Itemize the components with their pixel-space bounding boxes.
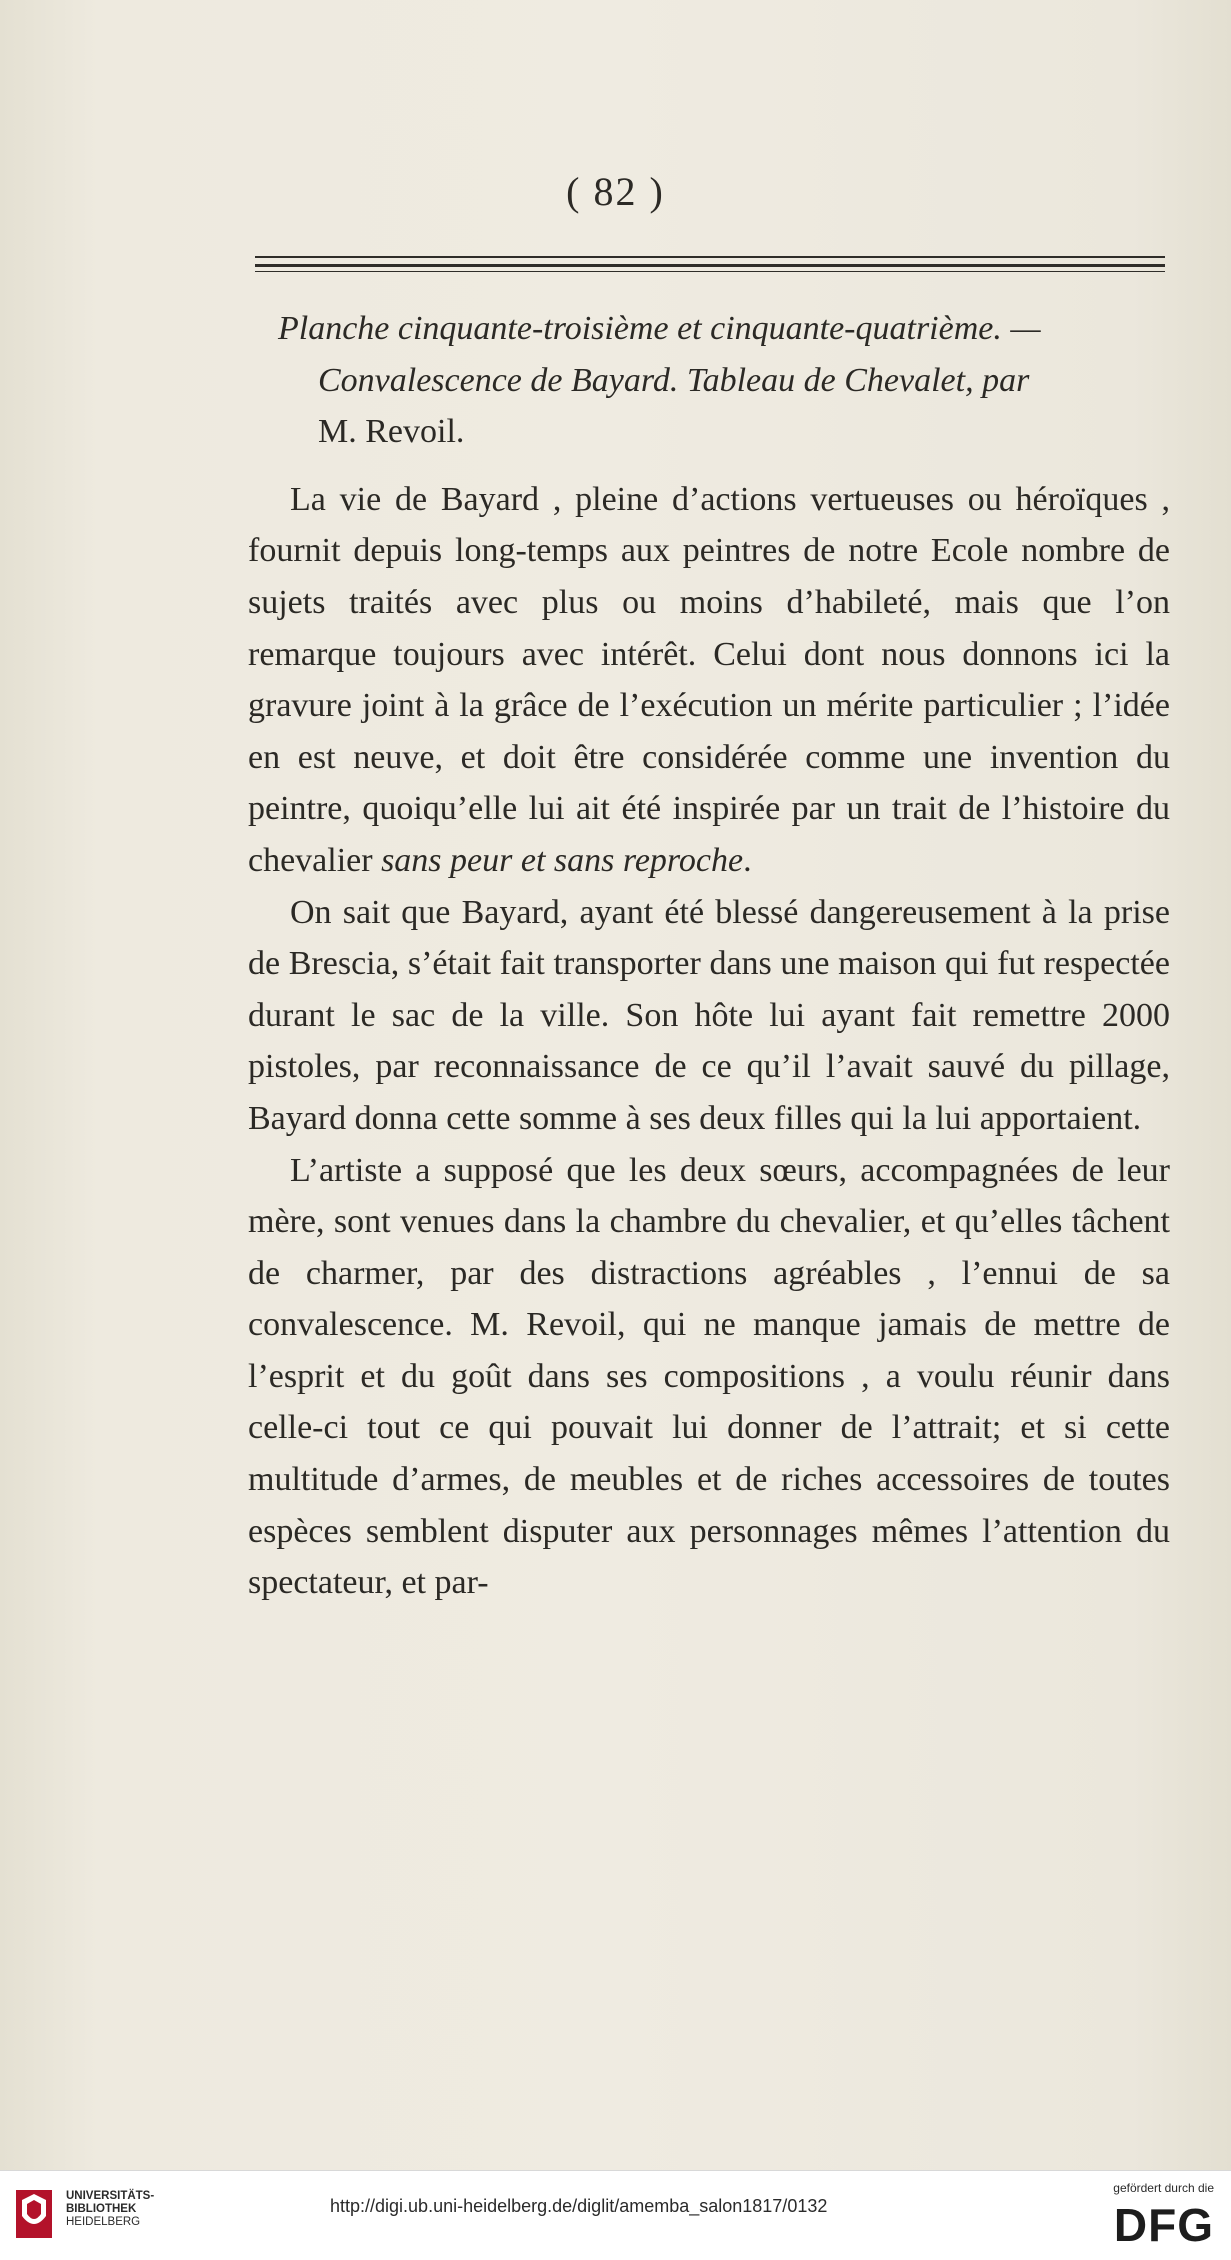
institution-name <box>66 2190 154 2229</box>
university-seal-icon <box>14 2186 54 2242</box>
dfg-logo: DFG <box>1113 2199 1214 2251</box>
paragraph-1-end: . <box>743 841 752 879</box>
header-rule-bottom <box>255 271 1165 272</box>
permalink-url[interactable]: http://digi.ub.uni-heidelberg.de/diglit/amemba_salon1817/0132 <box>330 2196 828 2216</box>
header-rule-top <box>255 256 1165 258</box>
paragraph-3: L’artiste a supposé que les deux sœurs, accompagnées de leur mère, sont venues dans la chambre du chevalier, et qu’elles tâchent de charmer, par des distractions agréables , l’ennui de sa convalescence. M. Revoil, qui ne manque jamais de mettre de l’esprit et du goût dans ses compositions , a voulu réunir dans celle-ci tout ce qui pouvait lui donner de l’attrait; et si cette multitude d’armes, de meubles et de riches accessoires de toutes espèces semblent disputer aux personnages mêmes l’attention du spectateur, et par- <box>248 1151 1170 1602</box>
paragraph-1-italic: sans peur et sans reproche <box>381 841 744 879</box>
institution-line-2: BIBLIOTHEK <box>66 2203 137 2215</box>
sponsor-text: gefördert durch die <box>1113 2181 1214 2195</box>
heading-line-1: Planche cinquante-troisième et cinquante-quatrième. — <box>278 310 1041 347</box>
heading-line-3: M. Revoil. <box>318 413 465 451</box>
page-number: ( 82 ) <box>566 169 665 214</box>
paragraph-2: On sait que Bayard, ayant été blessé dangereusement à la prise de Brescia, s’était fait transporter dans une maison qui fut respectée durant le sac de la ville. Son hôte lui ayant fait remettre 2000 pistoles, par reconnaissance de ce qu’il l’avait sauvé du pillage, Bayard donna cette somme à ses deux filles qui la lui apportaient. <box>248 893 1170 1137</box>
institution-line-3: HEIDELBERG <box>66 2216 141 2228</box>
body-text <box>248 303 1170 1609</box>
heading-line-2: Convalescence de Bayard. Tableau de Chevalet, par <box>318 361 1030 399</box>
paragraph-1-text: La vie de Bayard , pleine d’actions vertueuses ou héroïques , fournit depuis long-temps aux peintres de notre Ecole nombre de sujets traités avec plus ou moins d’habileté, mais que l’on remarque toujours avec intérêt. Celui dont nous donnons ici la gravure joint à la grâce de l’exécution un mérite particulier ; l’idée en est neuve, et doit être considérée comme une invention du peintre, quoiqu’elle lui ait été inspirée par un trait de l’histoire du chevalier <box>248 480 1170 879</box>
paragraph-1 <box>248 474 1170 887</box>
institution-line-1: UNIVERSITÄTS- <box>66 2190 155 2202</box>
header-rule-middle <box>255 264 1165 267</box>
plate-heading <box>248 303 1170 458</box>
